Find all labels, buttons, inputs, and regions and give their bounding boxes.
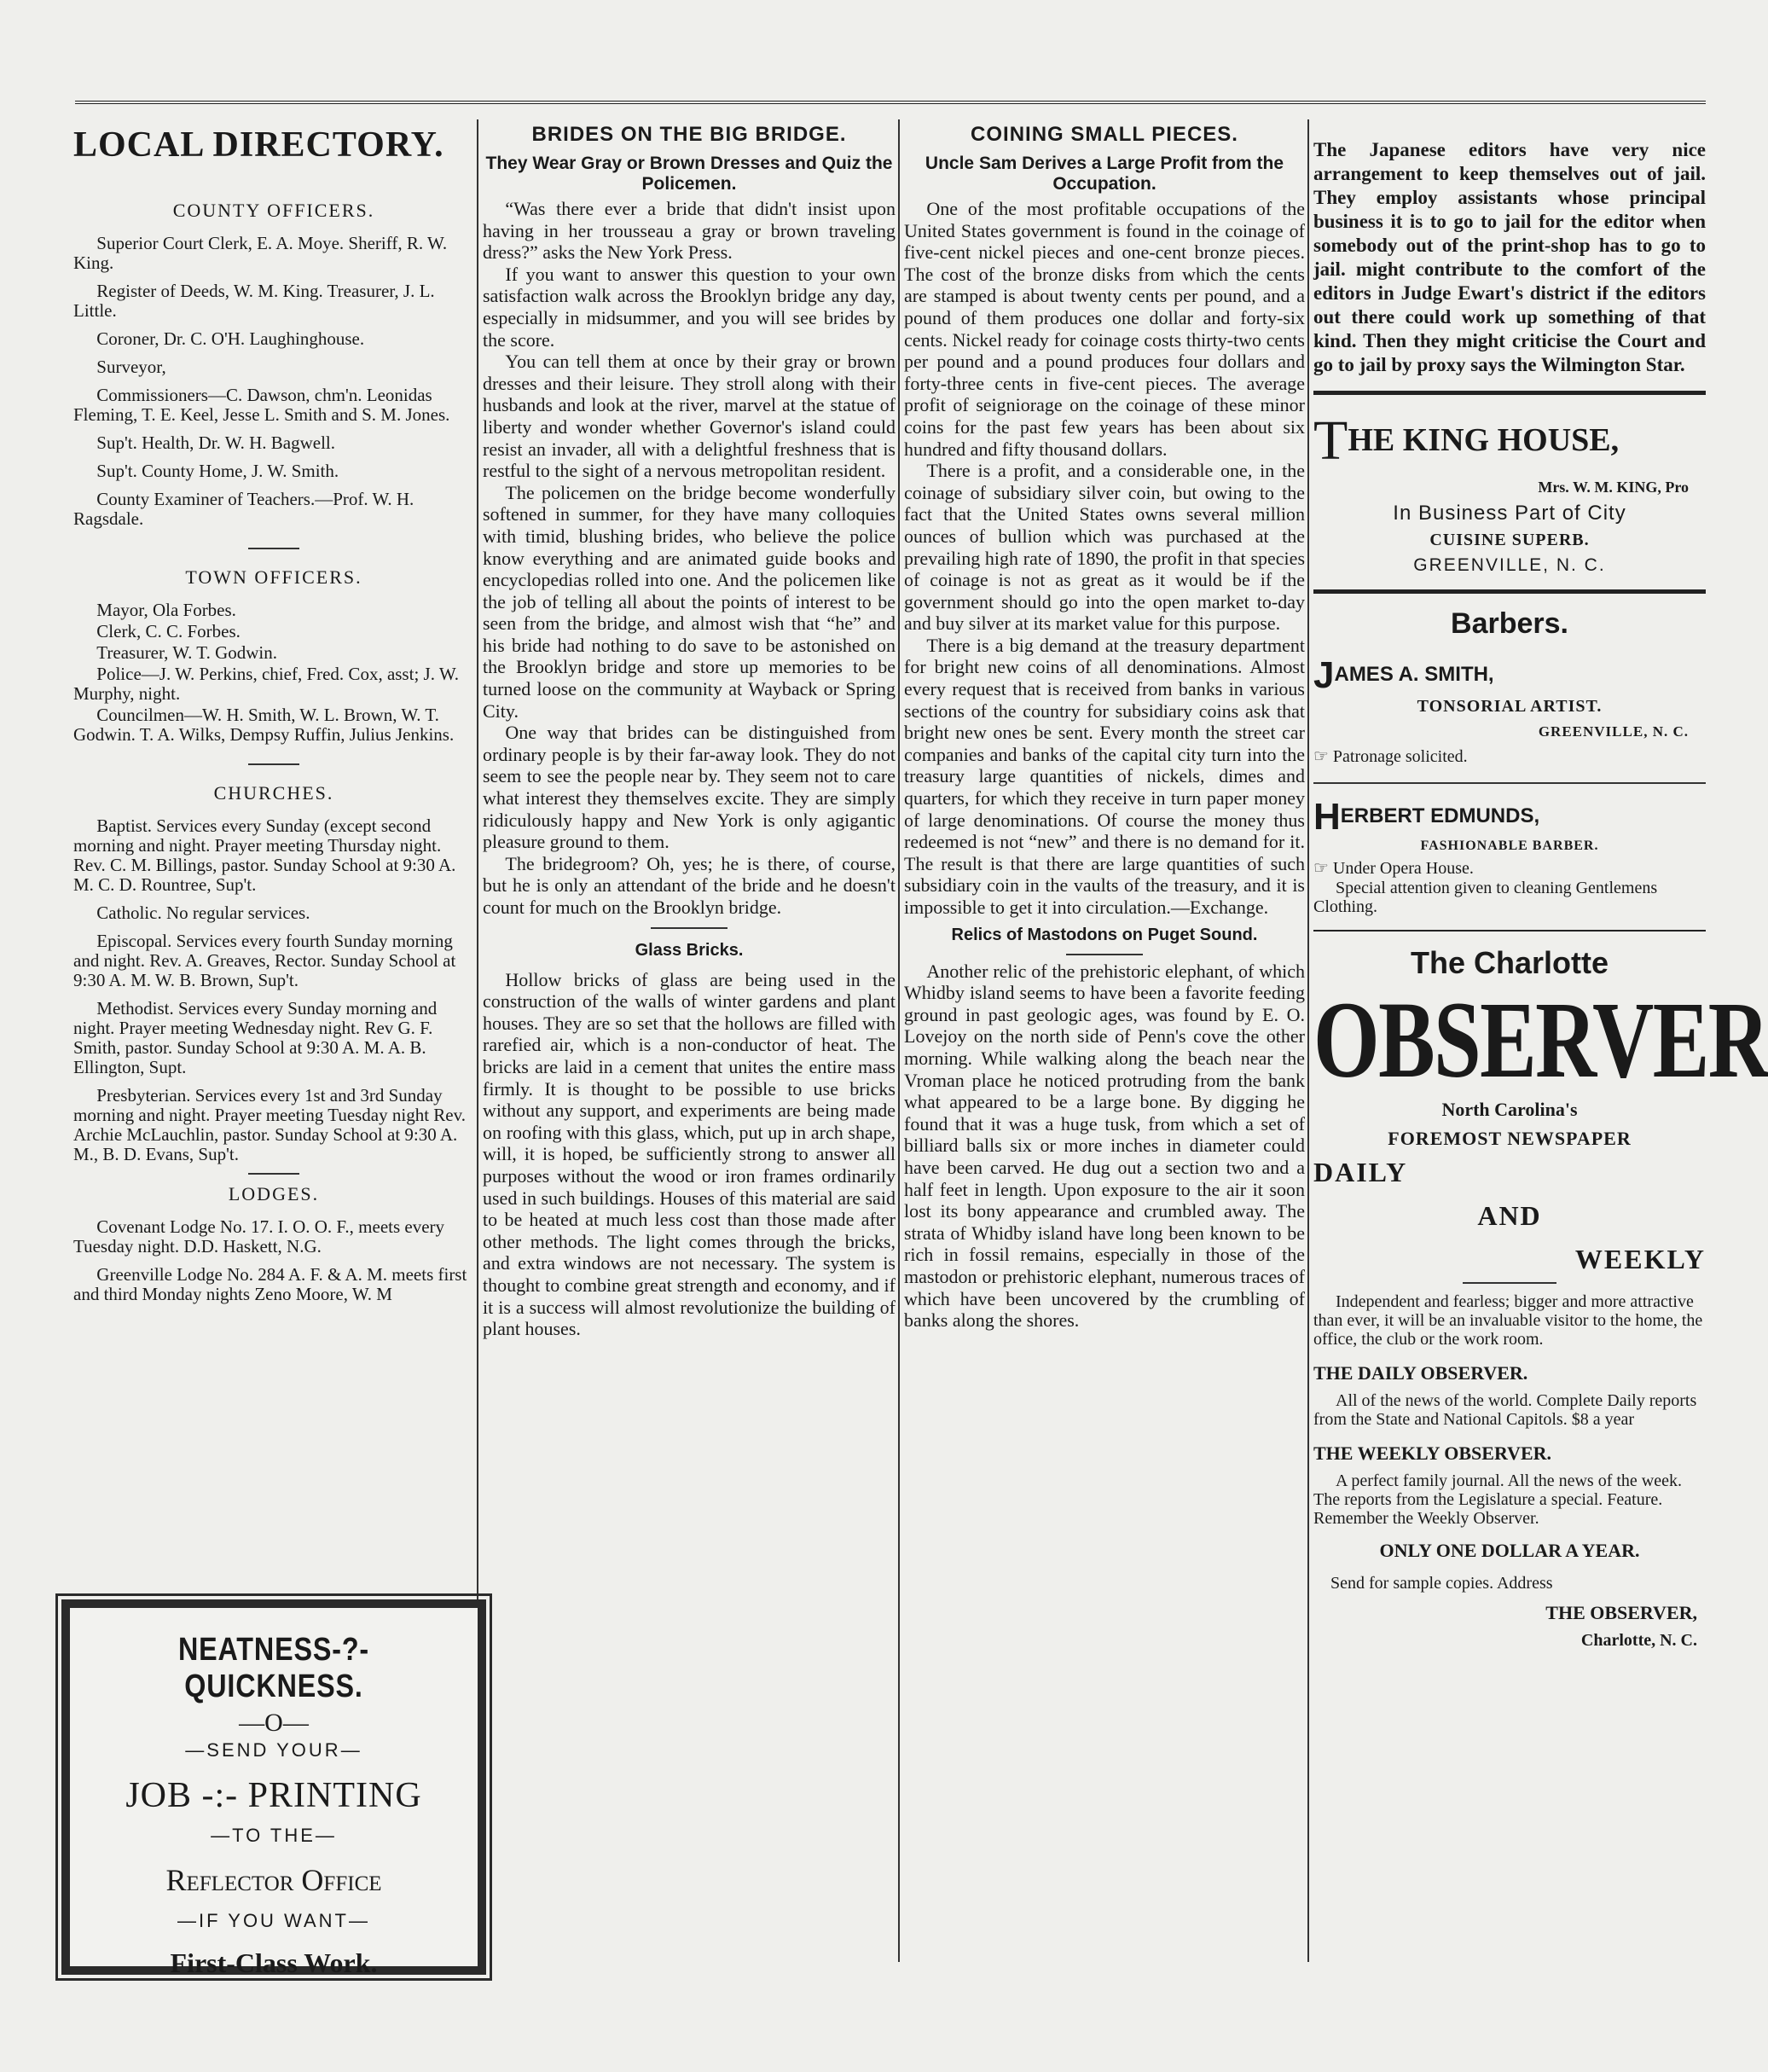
ad-job-printing: JOB -:- PRINTING [125, 1776, 422, 1815]
observer-send: Send for sample copies. Address [1330, 1574, 1553, 1593]
daily-observer-text: All of the news of the world. Complete Daily reports from the State and National Capitols. $8 a year [1313, 1391, 1697, 1429]
directory-entry: Clerk, C. C. Forbes. [96, 621, 241, 641]
brides-column [483, 119, 896, 2056]
county-officers-heading: COUNTY OFFICERS. [172, 200, 375, 221]
directory-entry: County Examiner of Teachers.—Prof. W. H. Ragsdale. [73, 489, 414, 529]
king-house-owner: Mrs. W. M. KING, Pro [1538, 479, 1689, 496]
edmunds-name [1313, 796, 1706, 839]
observer-blurb: Independent and fearless; bigger and more attractive than ever, it will be an invaluable visitor to the home, the office, the club or the work room. [1313, 1292, 1703, 1349]
ads-column [1313, 119, 1768, 2056]
article-paragraph: One way that brides can be distinguished from ordinary people is by their far-away look. They do not seem to see the people near by. They seem not to care what interest they themselves excite. They are simply ridiculously happy and New York is only agigantic pleasure ground to them. [483, 722, 896, 853]
observer-address-2: Charlotte, N. C. [1580, 1631, 1697, 1650]
ad-divider [1313, 589, 1706, 594]
article-paragraph: There is a profit, and a considerable one, in the coinage of subsidiary silver coin, but owing to the fact that the United States owns several million ounces of bullion which was purchased at the prevailing high rate of 1890, the profit in that species of coinage is not as great as it would be if the government should go into the open market to-day and buy silver at its market value for this purpose. [904, 460, 1305, 635]
directory-entry: Superior Court Clerk, E. A. Moye. Sheriff, R. W. King. [73, 233, 448, 273]
smith-role: TONSORIAL ARTIST. [1417, 697, 1603, 716]
edmunds-note: Special attention given to cleaning Gentlemens Clothing. [1313, 879, 1658, 916]
article-divider [1066, 954, 1143, 955]
observer-and: AND [1477, 1200, 1542, 1231]
observer-foremost: FOREMOST NEWSPAPER [1388, 1128, 1632, 1149]
directory-entry: Covenant Lodge No. 17. I. O. O. F., meets every Tuesday night. D.D. Haskett, N.G. [73, 1216, 445, 1257]
smith-name-text: AMES A. SMITH, [1334, 663, 1494, 686]
directory-entry: Register of Deeds, W. M. King. Treasurer, J. L. Little. [73, 281, 435, 321]
directory-entry: Treasurer, W. T. Godwin. [96, 642, 277, 663]
town-officers-heading: TOWN OFFICERS. [185, 566, 362, 588]
local-directory-title: LOCAL DIRECTORY. [73, 125, 444, 165]
directory-entry: Catholic. No regular services. [96, 903, 310, 923]
directory-entry: Commissioners—C. Dawson, chm'n. Leonidas Fleming, T. E. Keel, Jesse L. Smith and S. M. Jones. [73, 385, 450, 425]
daily-observer-heading: THE DAILY OBSERVER. [1313, 1362, 1528, 1384]
king-house-cuisine: CUISINE SUPERB. [1429, 531, 1590, 549]
job-printing-ad [61, 1599, 486, 1978]
drop-cap: T [1313, 409, 1348, 472]
observer-the-charlotte: The Charlotte [1410, 945, 1609, 980]
observer-nc: North Carolina's [1441, 1099, 1578, 1120]
directory-entry: Mayor, Ola Forbes. [96, 600, 236, 620]
column-divider [898, 119, 900, 1962]
article-title: BRIDES ON THE BIG BRIDGE. [531, 123, 847, 146]
observer-daily: DAILY [1313, 1157, 1408, 1187]
king-house-town: GREENVILLE, N. C. [1413, 555, 1606, 575]
directory-entry: Greenville Lodge No. 284 A. F. & A. M. meets first and third Monday nights Zeno Moore, W. M [73, 1264, 467, 1304]
article-paragraph: One of the most profitable occupations of the United States government is found in the coinage of five-cent nickel pieces and one-cent bronze pieces. The cost of the bronze disks from which the cents are stamped is about twenty cents per pound, and a pound of them produces one dollar and forty-six cents. Nickel ready for coinage costs thirty-two cents per pound and a pound produces four dollars and forty-three cents in five-cent pieces. The average profit of seigniorage on the coinage of these minor coins for the past few years has been about six hundred and fifty thousand dollars. [904, 198, 1305, 460]
drop-cap: H [1313, 796, 1341, 838]
article-paragraph: You can tell them at once by their gray or brown dresses and their leisure. They stroll along with their husbands and look at the river, marvel at the statue of liberty and wonder whether Governor's island could resist an invader, all with a delightful freshness that is restful to the sight of a nervous metropolitan resident. [483, 351, 896, 482]
directory-entry: Surveyor, [96, 357, 166, 377]
article-paragraph: The policemen on the bridge become wonderfully softened in summer, for they have many colloquies with timid, blushing brides, who believe the police know everything and are animated guide books and encyclopedias rolled into one. And the policemen like the job of telling all about the points of interest to be seen from the bridge, and almost wish that “he” and his bride had nothing to do save to be astonished on the Brooklyn bridge and store up memories to be turned loose on the community at Wayback or Spring City. [483, 481, 896, 722]
drop-cap: J [1313, 654, 1335, 696]
article-title: Glass Bricks. [635, 940, 744, 960]
directory-entry: Sup't. Health, Dr. W. H. Bagwell. [96, 432, 335, 453]
king-house-location: In Business Part of City [1393, 502, 1626, 525]
churches-heading: CHURCHES. [213, 782, 334, 804]
top-rule [75, 101, 1706, 104]
article-subtitle: Uncle Sam Derives a Large Profit from the Occupation. [925, 154, 1284, 194]
ad-headline: NEATNESS-?-QUICKNESS. [177, 1632, 370, 1704]
directory-entry: Sup't. County Home, J. W. Smith. [96, 461, 339, 481]
smith-name [1313, 654, 1706, 697]
section-divider [248, 548, 299, 549]
directory-entry: Methodist. Services every Sunday morning and night. Prayer meeting Wednesday night. Rev G. F. Smith, pastor. Sunday School at 9:30 A. M. A. B. Ellington, Supt. [73, 998, 438, 1077]
coining-column [904, 119, 1305, 2056]
column-divider [1307, 119, 1309, 1962]
ad-divider [1313, 782, 1706, 784]
directory-entry: Coroner, Dr. C. O'H. Laughinghouse. [96, 328, 365, 349]
directory-entry: Councilmen—W. H. Smith, W. L. Brown, W. T. Godwin. T. A. Wilks, Dempsy Ruffin, Julius Jenkins. [73, 705, 455, 745]
directory-entry: Episcopal. Services every fourth Sunday morning and night. Rev. A. Greaves, Rector. Sunday School at 9:30 A. M. W. B. Brown, Sup't. [73, 931, 456, 990]
observer-price: ONLY ONE DOLLAR A YEAR. [1379, 1540, 1640, 1561]
article-paragraph: “Was there ever a bride that didn't insist upon having in her trousseau a gray or brown traveling dress?” asks the New York Press. [483, 198, 896, 264]
weekly-observer-heading: THE WEEKLY OBSERVER. [1313, 1442, 1552, 1464]
ad-divider [1313, 391, 1706, 395]
article-paragraph: If you want to answer this question to your own satisfaction walk across the Brooklyn bridge any day, especially in midsummer, and you will see brides by the score. [483, 263, 896, 351]
lodges-heading: LODGES. [228, 1183, 320, 1204]
article-paragraph: Another relic of the prehistoric elephant, of which Whidby island seems to have been a favorite feeding ground in past geologic ages, was found by E. O. Lovejoy on the north side of Penn's cove the other morning. While walking along the beach near the Vroman place he noticed protruding from the bank what appeared to be a large bone. By digging he found that it was a huge tusk, from which a set of billiard balls six or more inches in diameter could have been carved. He dug out a section two and a half feet in length. Upon exposure to the air it soon lost its bony appearance and crumbled away. The strata of Whidby island have long been known to be rich in fossil remains, especially in those of the mastodon or prehistoric elephant, numerous traces of which have been uncovered by the crumbling of banks along the shores. [904, 960, 1305, 1332]
directory-entry: Baptist. Services every Sunday (except second morning and night. Prayer meeting Thursday night. Rev. C. M. Billings, pastor. Sunday School at 9:30 A. M. C. D. Rountree, Sup't. [73, 815, 456, 895]
article-title: COINING SMALL PIECES. [971, 123, 1238, 146]
weekly-observer-text: A perfect family journal. All the news of the week. The reports from the Legislature a special. Feature. Remember the Weekly Observer. [1313, 1471, 1682, 1528]
section-divider [248, 763, 299, 765]
edmunds-location: ☞ Under Opera House. [1313, 859, 1474, 878]
article-title: Relics of Mastodons on Puget Sound. [951, 925, 1258, 944]
article-paragraph: The bridegroom? Oh, yes; he is there, of course, but he is only an attendant of the bride and he doesn't count for much on the Brooklyn bridge. [483, 852, 896, 918]
smith-note: ☞ Patronage solicited. [1313, 747, 1468, 766]
barbers-heading: Barbers. [1451, 607, 1568, 640]
edmunds-name-text: ERBERT EDMUNDS, [1340, 804, 1540, 827]
section-divider [248, 1173, 299, 1175]
ad-line: —IF YOU WANT— [177, 1910, 370, 1931]
directory-entry: Police—J. W. Perkins, chief, Fred. Cox, asst; J. W. Murphy, night. [73, 664, 459, 704]
article-paragraph: There is a big demand at the treasury department for bright new coins of all denominations. Almost every request that is received from banks in various sections of the country for subsidiary coins ask that bright new ones be sent. Every month the street car companies and banks of the capital city turn into the treasury large quantities of nickels, dimes and quarters, for which they receive in turn paper money of large denominations. Of course the money thus redeemed is not “new” and there is no demand for it. The result is that there are large quantities of such subsidiary coin in the vaults of the treasury, and it is impossible to get it into circulation.—Exchange. [904, 634, 1305, 918]
article-divider [651, 927, 727, 929]
ad-reflector-office: Reflector Office [165, 1863, 382, 1897]
ad-first-class: First-Class Work. [170, 1947, 378, 1978]
ad-line: —TO THE— [211, 1825, 337, 1846]
article-paragraph: Hollow bricks of glass are being used in the construction of the walls of winter gardens and plant houses. They are so set that the hollows are filled with rarefied air, which is a non-conductor of heat. The bricks are laid in a cement that unites the entire mass firmly. It is thought to be possible to use bricks without any support, and experiments are being made on roofing with this glass, which, put up in arch shape, will, it is hoped, be sufficiently strong to answer all purposes without the wood or iron frames ordinarily used in such buildings. Houses of this material are said to be heated at much less cost than those made after other methods. The light comes through the bricks, and extra windows are not necessary. The system is thought to combine great strength and economy, and if it is a success will almost revolutionize the building of plant houses. [483, 968, 896, 1340]
observer-masthead: OBSERVER [1313, 979, 1768, 1100]
japanese-editors-item: The Japanese editors have very nice arrangement to keep themselves out of jail. They employ assistants whose principal business it is to go to jail for the editor when somebody out of the print-shop has to go to jail. might contribute to the comfort of the editors in Judge Ewart's district if the editors out there could work up something of that kind. Then they might criticise the Court and go to jail by proxy says the Wilmington Star. [1313, 139, 1706, 375]
ad-line: —SEND YOUR— [185, 1739, 362, 1761]
smith-town: GREENVILLE, N. C. [1538, 723, 1689, 740]
edmunds-role: FASHIONABLE BARBER. [1420, 839, 1599, 853]
ad-divider [1313, 930, 1706, 932]
ad-divider [1463, 1282, 1556, 1284]
observer-address-1: THE OBSERVER, [1545, 1602, 1697, 1623]
king-house-title [1313, 409, 1706, 473]
directory-entry: Presbyterian. Services every 1st and 3rd Sunday morning and night. Prayer meeting Tuesday night Rev. Archie McLauchlin, pastor. Sunday School at 9:30 A. M., B. D. Evans, Sup't. [73, 1085, 467, 1164]
ad-ornament: —O— [239, 1709, 309, 1737]
article-subtitle: They Wear Gray or Brown Dresses and Quiz the Policemen. [485, 154, 893, 194]
king-house-name: HE KING HOUSE, [1348, 422, 1620, 458]
observer-weekly: WEEKLY [1574, 1244, 1706, 1274]
